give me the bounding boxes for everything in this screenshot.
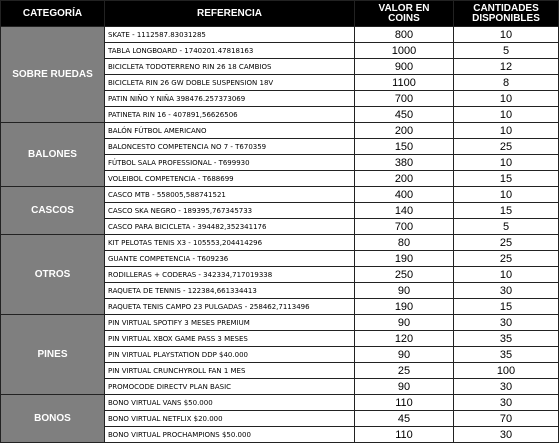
table-row [1, 315, 559, 331]
quantity-cell[interactable]: 100 [454, 363, 559, 379]
reference-cell[interactable]: PROMOCODE DIRECTV PLAN BASIC [105, 379, 355, 395]
header-referencia: REFERENCIA [105, 1, 355, 27]
header-valor-line1: VALOR EN [378, 2, 430, 14]
reference-cell[interactable]: RODILLERAS + CODERAS - 342334,717019338 [105, 267, 355, 283]
reference-cell[interactable]: PATINETA RIN 16 - 407891,56626506 [105, 107, 355, 123]
reference-cell[interactable]: CASCO SKA NEGRO - 189395,767345733 [105, 203, 355, 219]
header-cantidades-line2: DISPONIBLES [472, 12, 540, 24]
coins-cell[interactable]: 80 [355, 235, 454, 251]
quantity-cell[interactable]: 10 [454, 107, 559, 123]
coins-cell[interactable]: 90 [355, 347, 454, 363]
quantity-cell[interactable]: 30 [454, 395, 559, 411]
coins-cell[interactable]: 200 [355, 171, 454, 187]
reference-cell[interactable]: PIN VIRTUAL PLAYSTATION DDP $40.000 [105, 347, 355, 363]
coins-cell[interactable]: 90 [355, 315, 454, 331]
quantity-cell[interactable]: 30 [454, 315, 559, 331]
coins-cell[interactable]: 1100 [355, 75, 454, 91]
reference-cell[interactable]: RAQUETA TENIS CAMPO 23 PULGADAS - 258462,7113496 [105, 299, 355, 315]
category-cell[interactable]: BALONES [1, 123, 105, 187]
category-cell[interactable]: CASCOS [1, 187, 105, 235]
coins-cell[interactable]: 120 [355, 331, 454, 347]
reference-cell[interactable]: KIT PELOTAS TENIS X3 - 105553,204414296 [105, 235, 355, 251]
reference-cell[interactable]: BALONCESTO COMPETENCIA NO 7 - T670359 [105, 139, 355, 155]
category-cell[interactable]: OTROS [1, 235, 105, 315]
quantity-cell[interactable]: 15 [454, 299, 559, 315]
reference-cell[interactable]: GUANTE COMPETENCIA - T609236 [105, 251, 355, 267]
quantity-cell[interactable]: 10 [454, 91, 559, 107]
quantity-cell[interactable]: 15 [454, 203, 559, 219]
header-categoria: CATEGORÍA [1, 1, 105, 27]
quantity-cell[interactable]: 70 [454, 411, 559, 427]
coins-cell[interactable]: 380 [355, 155, 454, 171]
category-cell[interactable]: SOBRE RUEDAS [1, 27, 105, 123]
header-cantidades [454, 1, 559, 27]
coins-cell[interactable]: 700 [355, 219, 454, 235]
coins-cell[interactable]: 800 [355, 27, 454, 43]
coins-cell[interactable]: 700 [355, 91, 454, 107]
reference-cell[interactable]: PIN VIRTUAL XBOX GAME PASS 3 MESES [105, 331, 355, 347]
reference-cell[interactable]: SKATE - 1112587.83031285 [105, 27, 355, 43]
coins-cell[interactable]: 110 [355, 427, 454, 443]
coins-cell[interactable]: 200 [355, 123, 454, 139]
coins-cell[interactable]: 250 [355, 267, 454, 283]
header-valor-coins [355, 1, 454, 27]
coins-cell[interactable]: 450 [355, 107, 454, 123]
reference-cell[interactable]: BONO VIRTUAL NETFLIX $20.000 [105, 411, 355, 427]
reference-cell[interactable]: CASCO PARA BICICLETA - 394482,352341176 [105, 219, 355, 235]
quantity-cell[interactable]: 12 [454, 59, 559, 75]
coins-cell[interactable]: 400 [355, 187, 454, 203]
header-cantidades-line1: CANTIDADES [473, 2, 539, 14]
header-row [1, 1, 559, 27]
coins-cell[interactable]: 45 [355, 411, 454, 427]
table-row [1, 235, 559, 251]
reference-cell[interactable]: VOLEIBOL COMPETENCIA - T688699 [105, 171, 355, 187]
coins-cell[interactable]: 90 [355, 283, 454, 299]
quantity-cell[interactable]: 10 [454, 27, 559, 43]
reference-cell[interactable]: PIN VIRTUAL SPOTIFY 3 MESES PREMIUM [105, 315, 355, 331]
quantity-cell[interactable]: 10 [454, 267, 559, 283]
coins-cell[interactable]: 140 [355, 203, 454, 219]
quantity-cell[interactable]: 35 [454, 331, 559, 347]
reference-cell[interactable]: FÚTBOL SALA PROFESSIONAL - T699930 [105, 155, 355, 171]
table-row [1, 187, 559, 203]
coins-cell[interactable]: 190 [355, 251, 454, 267]
quantity-cell[interactable]: 25 [454, 139, 559, 155]
coins-cell[interactable]: 900 [355, 59, 454, 75]
table-body [1, 27, 559, 443]
reference-cell[interactable]: TABLA LONGBOARD - 1740201.47818163 [105, 43, 355, 59]
reference-cell[interactable]: BICICLETA TODOTERRENO RIN 26 18 CAMBIOS [105, 59, 355, 75]
quantity-cell[interactable]: 5 [454, 219, 559, 235]
header-valor-line2: COINS [388, 12, 420, 24]
category-cell[interactable]: BONOS [1, 395, 105, 443]
quantity-cell[interactable]: 25 [454, 235, 559, 251]
table-row [1, 123, 559, 139]
reference-cell[interactable]: BONO VIRTUAL VANS $50.000 [105, 395, 355, 411]
quantity-cell[interactable]: 30 [454, 379, 559, 395]
table-row [1, 395, 559, 411]
coins-cell[interactable]: 110 [355, 395, 454, 411]
quantity-cell[interactable]: 10 [454, 155, 559, 171]
quantity-cell[interactable]: 15 [454, 171, 559, 187]
quantity-cell[interactable]: 8 [454, 75, 559, 91]
table-row [1, 27, 559, 43]
quantity-cell[interactable]: 35 [454, 347, 559, 363]
category-cell[interactable]: PINES [1, 315, 105, 395]
coins-cell[interactable]: 150 [355, 139, 454, 155]
coins-cell[interactable]: 90 [355, 379, 454, 395]
reference-cell[interactable]: BALÓN FÚTBOL AMERICANO [105, 123, 355, 139]
quantity-cell[interactable]: 30 [454, 427, 559, 443]
reference-cell[interactable]: BONO VIRTUAL PROCHAMPIONS $50.000 [105, 427, 355, 443]
coins-cell[interactable]: 1000 [355, 43, 454, 59]
coins-cell[interactable]: 190 [355, 299, 454, 315]
reference-cell[interactable]: BICICLETA RIN 26 GW DOBLE SUSPENSION 18V [105, 75, 355, 91]
reference-cell[interactable]: CASCO MTB - 558005,588741521 [105, 187, 355, 203]
quantity-cell[interactable]: 25 [454, 251, 559, 267]
reference-cell[interactable]: RAQUETA DE TENNIS - 122384,661334413 [105, 283, 355, 299]
coins-cell[interactable]: 25 [355, 363, 454, 379]
quantity-cell[interactable]: 10 [454, 123, 559, 139]
quantity-cell[interactable]: 30 [454, 283, 559, 299]
reference-cell[interactable]: PATIN NIÑO Y NIÑA 398476.257373069 [105, 91, 355, 107]
quantity-cell[interactable]: 10 [454, 187, 559, 203]
reference-cell[interactable]: PIN VIRTUAL CRUNCHYROLL FAN 1 MES [105, 363, 355, 379]
quantity-cell[interactable]: 5 [454, 43, 559, 59]
